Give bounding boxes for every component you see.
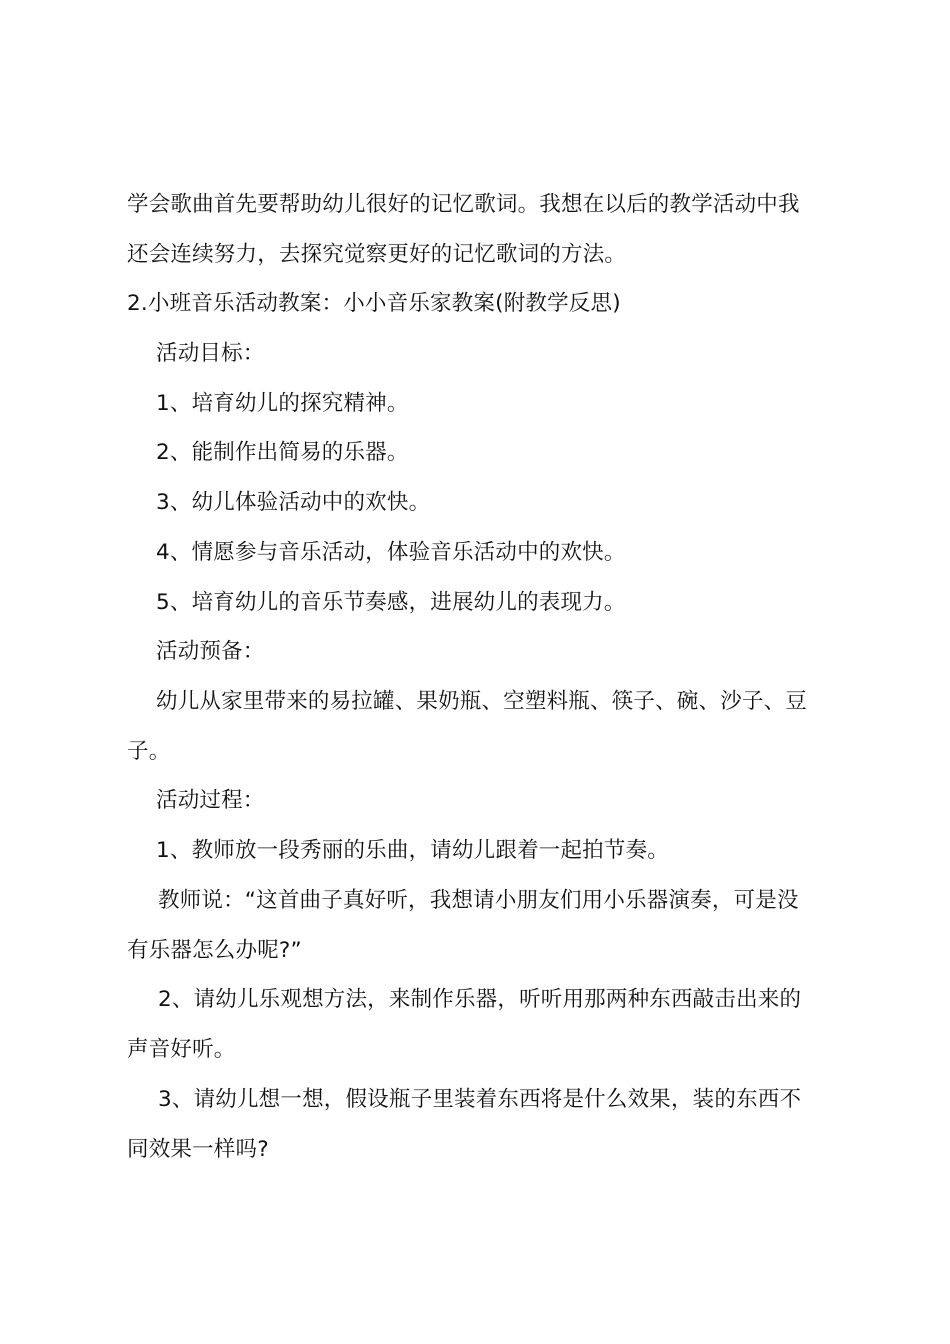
paragraph-line: 有乐器怎么办呢?” [127, 938, 302, 963]
list-item: 4、情愿参与音乐活动，体验音乐活动中的欢快。 [156, 540, 626, 565]
list-item: 3、请幼儿想一想，假设瓶子里装着东西将是什么效果，装的东西不 [158, 1087, 802, 1112]
paragraph-line: 教师说：“这首曲子真好听，我想请小朋友们用小乐器演奏，可是没 [158, 888, 799, 913]
subheading-goals: 活动目标： [156, 341, 265, 366]
list-item: 1、培育幼儿的探究精神。 [156, 391, 409, 416]
paragraph-line: 幼儿从家里带来的易拉罐、果奶瓶、空塑料瓶、筷子、碗、沙子、豆 [156, 689, 808, 714]
paragraph-line: 子。 [127, 739, 171, 764]
paragraph-line: 声音好听。 [127, 1037, 236, 1062]
section-heading: 2.小班音乐活动教案：小小音乐家教案(附教学反思) [127, 291, 621, 316]
list-item: 2、能制作出简易的乐器。 [156, 440, 409, 465]
paragraph-line: 同效果一样吗? [127, 1137, 269, 1162]
list-item: 5、培育幼儿的音乐节奏感，进展幼儿的表现力。 [156, 590, 626, 615]
paragraph-line: 学会歌曲首先要帮助幼儿很好的记忆歌词。我想在以后的教学活动中我 [127, 192, 800, 217]
subheading-preparation: 活动预备： [156, 639, 265, 664]
subheading-process: 活动过程： [156, 788, 265, 813]
list-item: 1、教师放一段秀丽的乐曲，请幼儿跟着一起拍节奏。 [156, 838, 669, 863]
list-item: 2、请幼儿乐观想方法，来制作乐器，听听用那两种东西敲击出来的 [158, 987, 802, 1012]
list-item: 3、幼儿体验活动中的欢快。 [156, 490, 431, 515]
paragraph-line: 还会连续努力，去探究觉察更好的记忆歌词的方法。 [127, 242, 627, 267]
